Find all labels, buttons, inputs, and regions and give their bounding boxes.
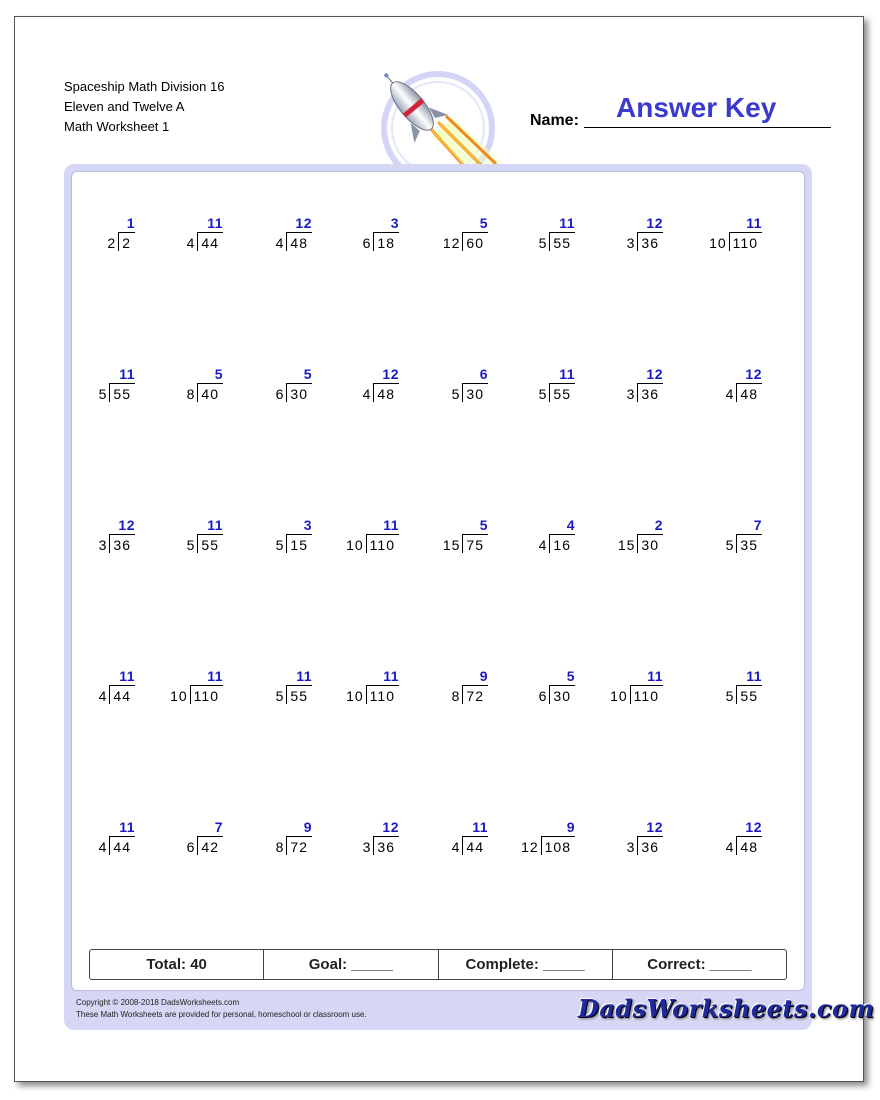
worksheet-number: Math Worksheet 1 [64,119,170,134]
dividend: 30 [462,383,488,402]
division-row [99,835,135,855]
dividend: 42 [197,836,223,855]
quotient-answer: 7 [753,517,762,533]
division-row [363,231,399,251]
division-problem [672,819,762,871]
dividend: 30 [637,534,663,553]
quotient-answer: 12 [382,819,399,835]
divisor: 10 [346,688,364,704]
quotient-answer: 11 [559,215,575,231]
division-problem [222,215,312,267]
quotient-answer: 5 [479,517,488,533]
footer-text [76,997,367,1021]
division-row [99,533,135,553]
worksheet-subtitle: Eleven and Twelve A [64,99,185,114]
dividend: 48 [736,383,762,402]
division-row [726,533,762,553]
dividend: 18 [373,232,399,251]
division-problem [485,366,575,418]
answer-key-label: Answer Key [616,92,777,123]
division-row [539,684,575,704]
division-row [276,533,312,553]
usage-note: These Math Worksheets are provided for personal, homeschool or classroom use. [76,1010,367,1019]
division-problem [573,215,663,267]
quotient-answer: 3 [303,517,312,533]
divisor: 12 [521,839,539,855]
division-problem [133,517,223,569]
quotient-answer: 12 [646,215,663,231]
division-problem [672,215,762,267]
dividend: 2 [118,232,135,251]
division-problem [309,819,399,871]
division-problem [222,517,312,569]
quotient-answer: 4 [566,517,575,533]
division-row [276,231,312,251]
dividend: 16 [549,534,575,553]
division-row [107,231,135,251]
dividend: 36 [637,232,663,251]
division-row [443,231,488,251]
dividend: 110 [190,685,223,704]
division-row [99,684,135,704]
worksheet-header [64,77,224,137]
division-row [452,835,488,855]
dividend: 15 [286,534,312,553]
divisor: 10 [610,688,628,704]
quotient-answer: 11 [746,668,762,684]
name-label: Name: [530,112,579,129]
quotient-answer: 7 [214,819,223,835]
division-row [627,835,663,855]
dividend: 60 [462,232,488,251]
divisor: 6 [538,688,548,704]
division-problem [485,668,575,720]
division-problem [133,215,223,267]
dividend: 72 [462,685,488,704]
division-row [709,231,762,251]
division-problem [398,819,488,871]
division-row [627,231,663,251]
dividend: 35 [736,534,762,553]
dividend: 48 [373,383,399,402]
dividend: 75 [462,534,488,553]
division-problem [398,517,488,569]
divisor: 4 [538,537,548,553]
division-problem [133,668,223,720]
quotient-answer: 9 [303,819,312,835]
dividend: 110 [366,685,399,704]
divisor: 8 [451,688,461,704]
divisor: 3 [626,839,636,855]
division-problem [485,819,575,871]
division-problem [398,366,488,418]
dividend: 110 [366,534,399,553]
quotient-answer: 2 [654,517,663,533]
division-row [363,835,399,855]
division-problem [672,366,762,418]
division-problem [309,215,399,267]
division-problem [573,517,663,569]
division-problem [573,819,663,871]
quotient-answer: 1 [126,215,135,231]
divisor: 15 [442,537,461,553]
dividend: 55 [549,232,575,251]
score-bar [89,949,787,980]
divisor: 4 [98,688,108,704]
divisor: 3 [362,839,372,855]
division-problem [309,668,399,720]
divisor: 3 [98,537,108,553]
quotient-answer: 12 [745,819,762,835]
division-row [276,382,312,402]
quotient-answer: 5 [303,366,312,382]
dividend: 36 [109,534,135,553]
quotient-answer: 12 [646,366,663,382]
dividend: 40 [197,383,223,402]
quotient-answer: 11 [119,668,135,684]
division-row [539,231,575,251]
division-problem [672,517,762,569]
divisor: 8 [275,839,285,855]
dadsworksheets-logo: DadsWorksheets.com [578,994,875,1023]
quotient-answer: 11 [296,668,312,684]
division-problem [45,517,135,569]
quotient-answer: 11 [207,668,223,684]
divisor: 5 [725,537,735,553]
problems-grid [71,171,805,991]
quotient-answer: 12 [382,366,399,382]
divisor: 5 [538,235,548,251]
name-field [530,92,832,130]
division-problem [45,668,135,720]
quotient-answer: 11 [383,668,399,684]
dividend: 55 [286,685,312,704]
quotient-answer: 11 [647,668,663,684]
division-row [726,684,762,704]
total-cell: Total: 40 [90,950,264,979]
division-row [187,382,223,402]
divisor: 6 [275,386,285,402]
division-row [187,231,223,251]
problems-frame [64,164,875,1030]
division-problem [222,366,312,418]
divisor: 5 [98,386,108,402]
quotient-answer: 9 [479,668,488,684]
dividend: 44 [197,232,223,251]
division-row [539,533,575,553]
divisor: 5 [451,386,461,402]
division-problem [45,366,135,418]
division-row [627,382,663,402]
dividend: 36 [637,383,663,402]
divisor: 4 [186,235,196,251]
divisor: 4 [725,386,735,402]
divisor: 5 [725,688,735,704]
dividend: 55 [109,383,135,402]
copyright-text: Copyright © 2008-2018 DadsWorksheets.com [76,998,240,1007]
dividend: 36 [373,836,399,855]
divisor: 2 [107,235,117,251]
division-problem [309,517,399,569]
quotient-answer: 12 [118,517,135,533]
division-row [452,382,488,402]
name-line [584,127,831,128]
division-problem [222,668,312,720]
dividend: 44 [109,685,135,704]
quotient-answer: 5 [566,668,575,684]
dividend: 30 [549,685,575,704]
quotient-answer: 11 [207,215,223,231]
divisor: 4 [725,839,735,855]
dividend: 30 [286,383,312,402]
quotient-answer: 11 [207,517,223,533]
divisor: 4 [362,386,372,402]
division-row [452,684,488,704]
division-problem [485,517,575,569]
division-row [187,835,223,855]
division-row [346,533,399,553]
dividend: 55 [549,383,575,402]
division-problem [45,819,135,871]
division-row [346,684,399,704]
correct-cell: Correct: _____ [647,956,752,973]
division-row [726,382,762,402]
quotient-answer: 11 [383,517,399,533]
division-problem [45,215,135,267]
division-row [99,382,135,402]
divisor: 8 [186,386,196,402]
dividend: 36 [637,836,663,855]
dividend: 44 [109,836,135,855]
quotient-answer: 3 [390,215,399,231]
quotient-answer: 9 [566,819,575,835]
division-problem [222,819,312,871]
division-row [618,533,663,553]
divisor: 5 [538,386,548,402]
division-problem [309,366,399,418]
division-problem [573,366,663,418]
division-row [443,533,488,553]
divisor: 3 [626,235,636,251]
quotient-answer: 6 [479,366,488,382]
divisor: 3 [626,386,636,402]
dividend: 48 [286,232,312,251]
division-row [521,835,575,855]
division-problem [133,819,223,871]
complete-cell: Complete: _____ [439,950,613,979]
division-row [276,835,312,855]
dividend: 48 [736,836,762,855]
dividend: 55 [736,685,762,704]
quotient-answer: 12 [745,366,762,382]
quotient-answer: 5 [214,366,223,382]
divisor: 6 [362,235,372,251]
divisor: 5 [275,537,285,553]
division-problem [573,668,663,720]
quotient-answer: 11 [119,819,135,835]
divisor: 4 [451,839,461,855]
worksheet-title: Spaceship Math Division 16 [64,79,225,94]
divisor: 10 [346,537,364,553]
division-problem [133,366,223,418]
divisor: 15 [617,537,636,553]
division-row [363,382,399,402]
division-row [187,533,223,553]
divisor: 5 [275,688,285,704]
divisor: 10 [709,235,727,251]
divisor: 4 [275,235,285,251]
quotient-answer: 11 [472,819,488,835]
divisor: 10 [170,688,188,704]
division-problem [485,215,575,267]
divisor: 5 [186,537,196,553]
division-row [276,684,312,704]
division-row [539,382,575,402]
dividend: 44 [462,836,488,855]
dividend: 55 [197,534,223,553]
dividend: 110 [729,232,762,251]
quotient-answer: 12 [295,215,312,231]
division-row [726,835,762,855]
goal-cell: Goal: _____ [264,950,438,979]
divisor: 12 [442,235,461,251]
division-row [170,684,223,704]
quotient-answer: 11 [119,366,135,382]
quotient-answer: 12 [646,819,663,835]
division-row [610,684,663,704]
dividend: 110 [630,685,663,704]
quotient-answer: 11 [746,215,762,231]
divisor: 4 [98,839,108,855]
divisor: 6 [186,839,196,855]
division-problem [672,668,762,720]
quotient-answer: 11 [559,366,575,382]
dividend: 108 [541,836,575,855]
quotient-answer: 5 [479,215,488,231]
division-problem [398,215,488,267]
dividend: 72 [286,836,312,855]
division-problem [398,668,488,720]
